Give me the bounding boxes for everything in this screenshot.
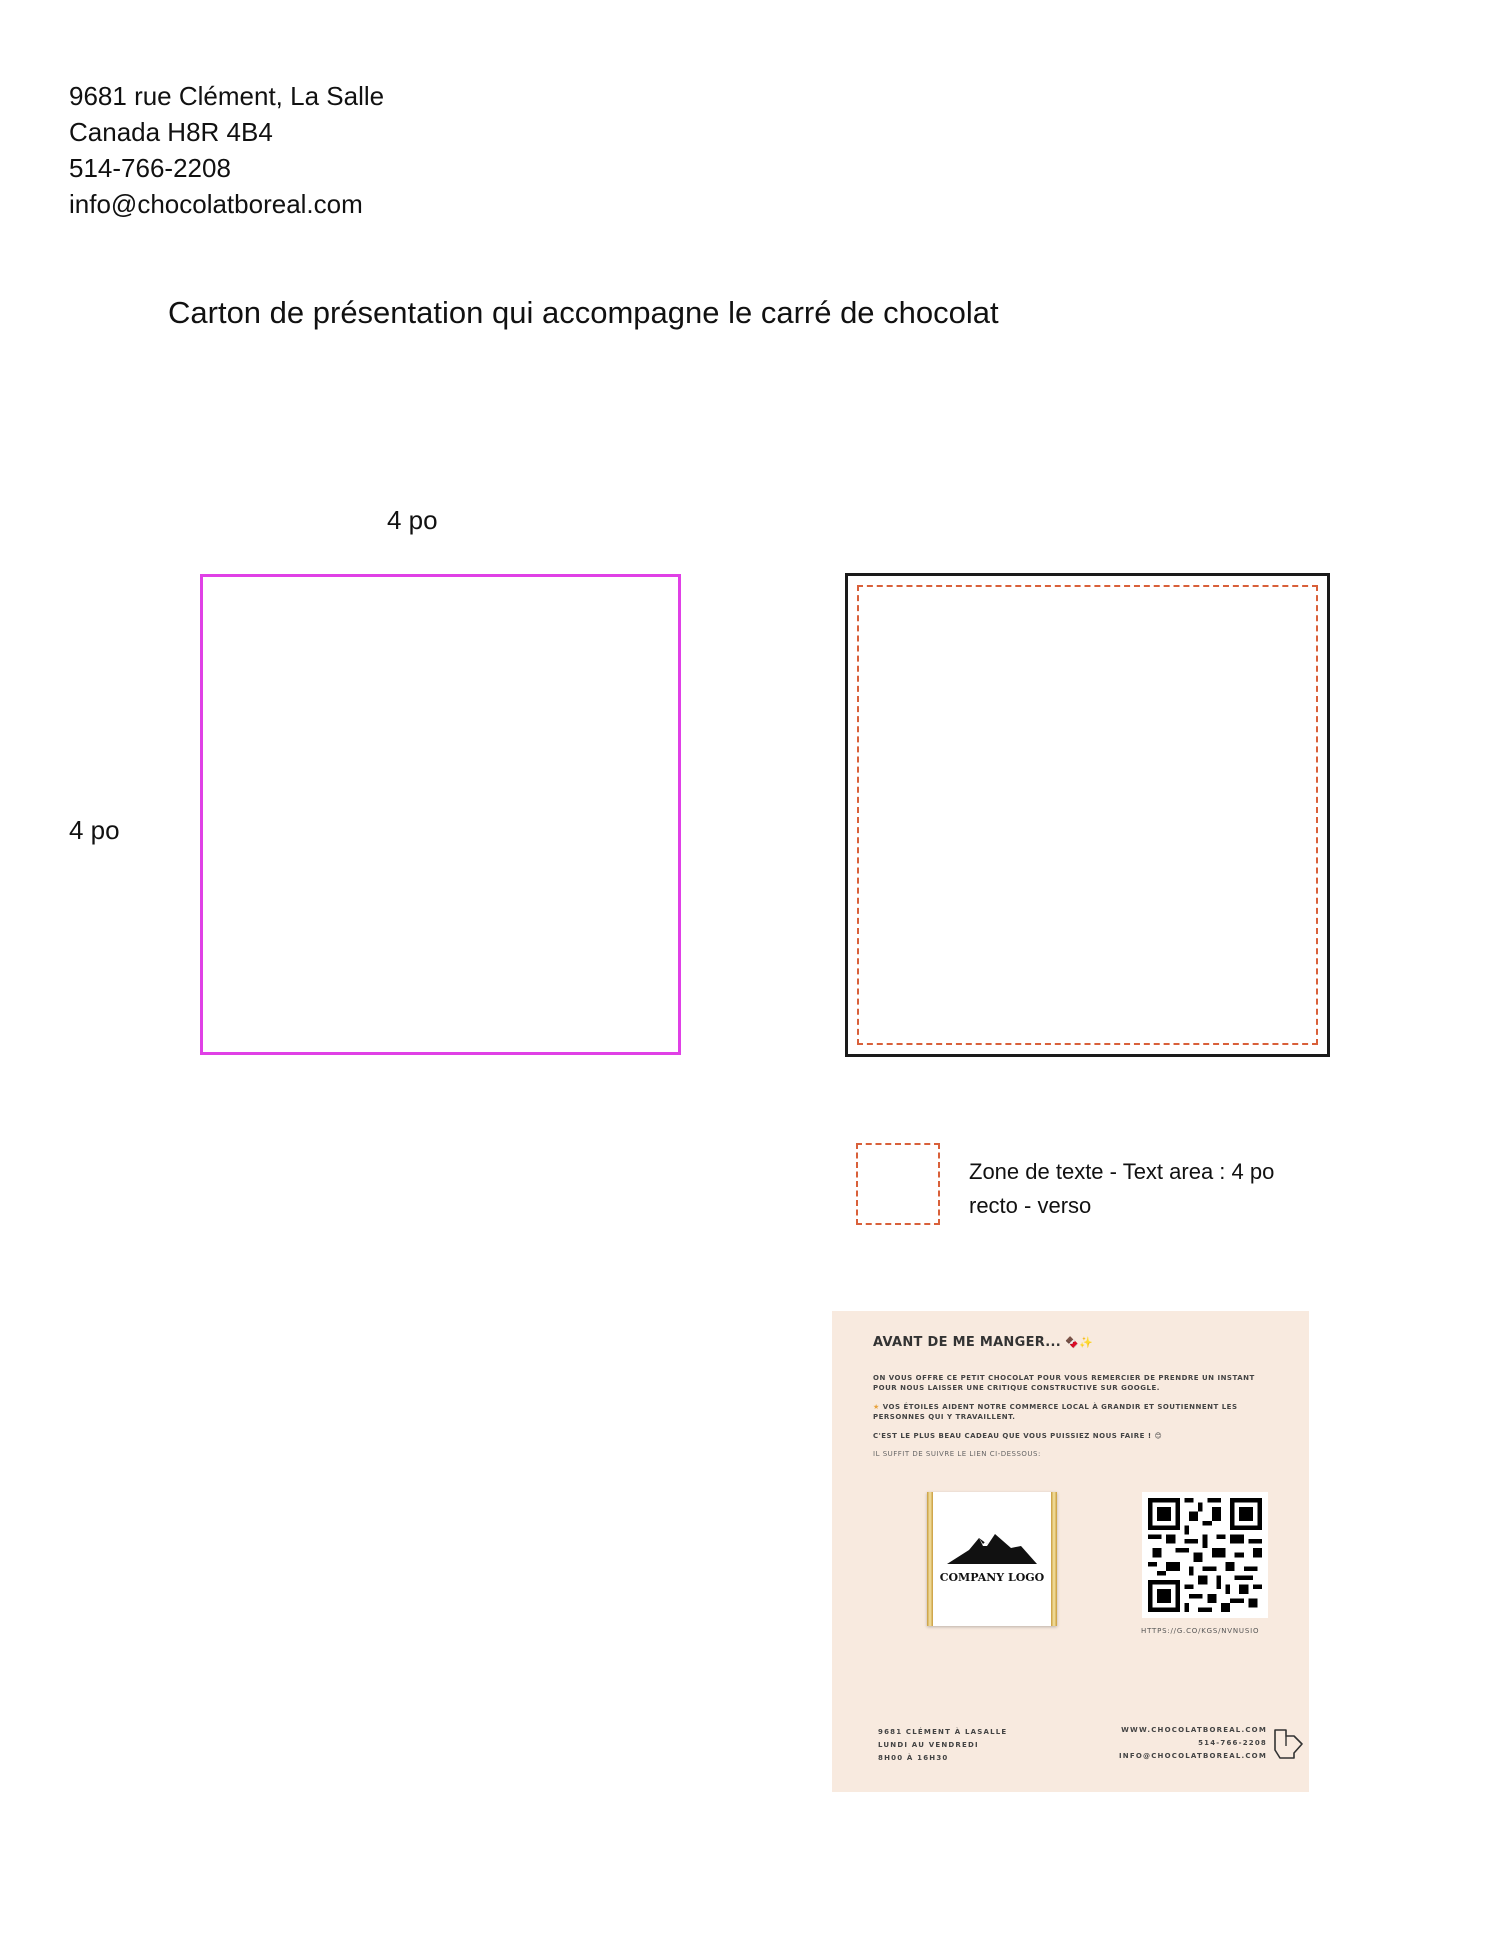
footer-address: 9681 CLÉMENT À LASALLE (878, 1728, 1008, 1736)
card-footer-right (1119, 1724, 1267, 1763)
address-phone: 514-766-2208 (69, 153, 231, 183)
qr-code[interactable] (1142, 1492, 1268, 1618)
card-footer-left (878, 1726, 1007, 1765)
company-logo-text: COMPANY LOGO (939, 1571, 1045, 1584)
address-email[interactable]: info@chocolatboreal.com (69, 189, 363, 219)
chocolate-square-image (927, 1492, 1057, 1626)
card-outline-square (845, 573, 1330, 1057)
footer-email[interactable]: INFO@CHOCOLATBOREAL.COM (1119, 1752, 1267, 1760)
page-title: Carton de présentation qui accompagne le carré de chocolat (168, 295, 999, 330)
chocolate-sparkle-icon: 🍫✨ (1065, 1336, 1094, 1349)
legend-dashed-swatch (856, 1143, 940, 1225)
star-icon: ★ (873, 1403, 880, 1411)
legend-text (969, 1155, 1274, 1223)
card-paragraph-2 (873, 1402, 1273, 1422)
print-size-square (200, 574, 681, 1055)
card-paragraph-1: ON VOUS OFFRE CE PETIT CHOCOLAT POUR VOUS REMERCIER DE PRENDRE UN INSTANT POUR NOUS LAISSER UNE CRITIQUE CONSTRUCTIVE SUR GOOGLE. (873, 1374, 1255, 1392)
card-paragraph-3: C'EST LE PLUS BEAU CADEAU QUE VOUS PUISSIEZ NOUS FAIRE ! 😊 (873, 1432, 1163, 1440)
mountain-logo-icon (947, 1530, 1037, 1566)
legend-line-1: Zone de texte - Text area : 4 po (969, 1159, 1275, 1184)
footer-phone: 514-766-2208 (1198, 1739, 1267, 1747)
qr-code-icon (1148, 1498, 1262, 1612)
height-dimension-label: 4 po (69, 815, 120, 845)
footer-hours: 8H00 À 16H30 (878, 1754, 949, 1762)
address-line-2: Canada H8R 4B4 (69, 117, 273, 147)
card-heading-text: AVANT DE ME MANGER... (873, 1335, 1062, 1350)
address-block (69, 78, 384, 222)
sample-card (832, 1311, 1309, 1792)
qr-url-text[interactable]: HTTPS://G.CO/KGS/NVNUSIO (1141, 1627, 1260, 1635)
footer-website[interactable]: WWW.CHOCOLATBOREAL.COM (1121, 1726, 1267, 1734)
pointing-hand-icon (1272, 1726, 1304, 1762)
text-area-guide (857, 585, 1318, 1045)
footer-days: LUNDI AU VENDREDI (878, 1741, 979, 1749)
card-heading (873, 1335, 1093, 1350)
card-paragraph-4: IL SUFFIT DE SUIVRE LE LIEN CI-DESSOUS: (873, 1450, 1041, 1458)
card-paragraph-2-text: VOS ÉTOILES AIDENT NOTRE COMMERCE LOCAL À GRANDIR ET SOUTIENNENT LES PERSONNES QUI Y TRAVAILLENT. (873, 1403, 1238, 1421)
address-line-1: 9681 rue Clément, La Salle (69, 81, 385, 111)
width-dimension-label: 4 po (387, 505, 438, 535)
legend-line-2: recto - verso (969, 1193, 1092, 1218)
